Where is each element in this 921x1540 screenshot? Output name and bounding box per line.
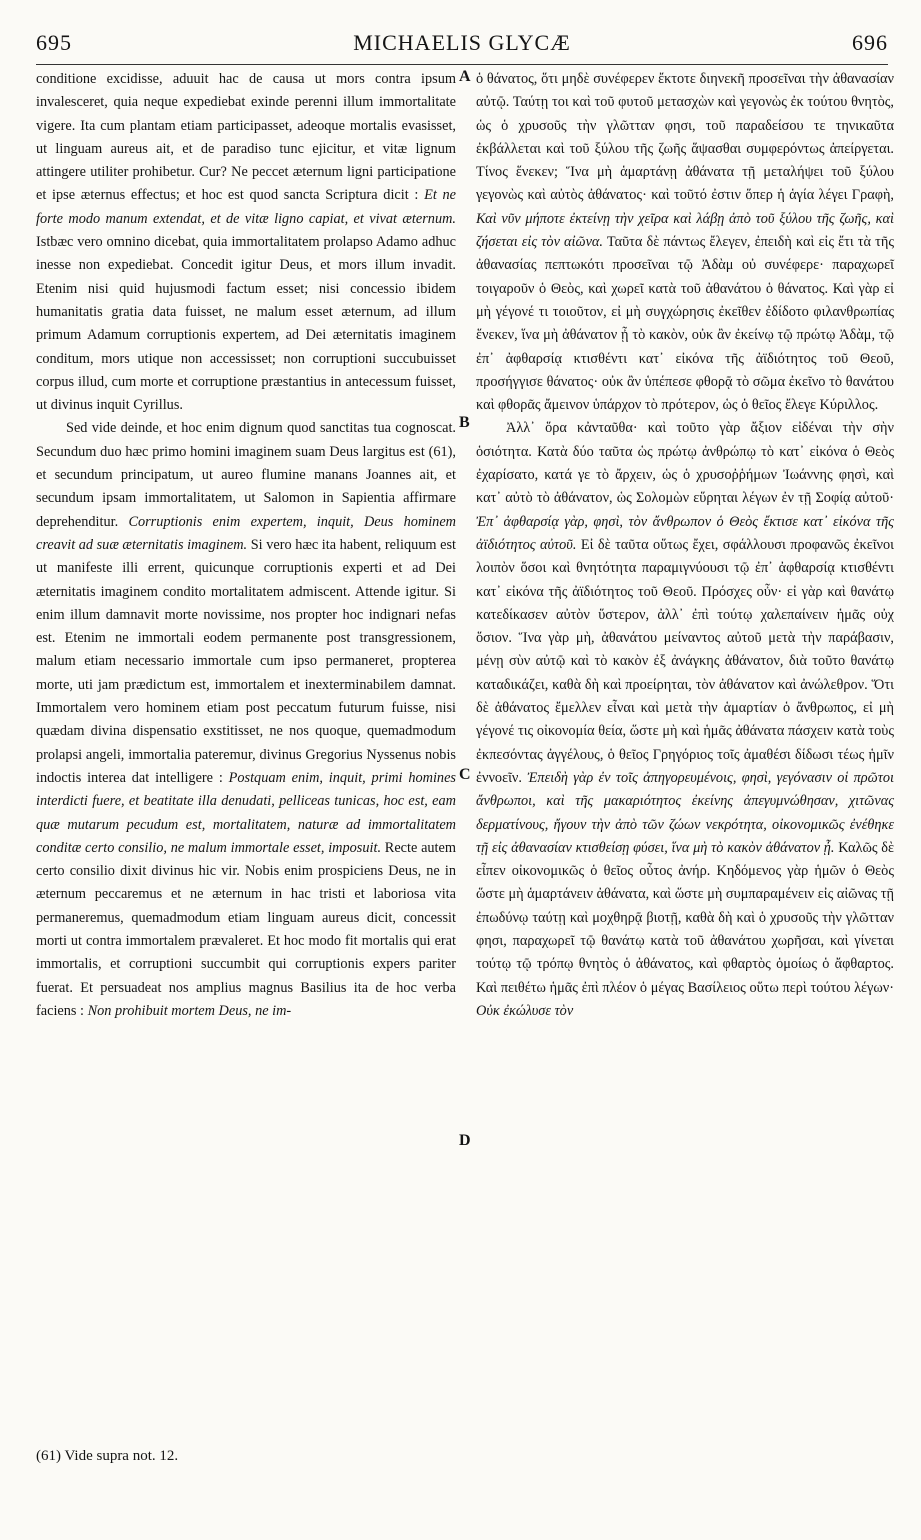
page-number-right: 696	[852, 30, 888, 55]
margin-marker-c: C	[459, 766, 471, 783]
header-rule	[36, 64, 888, 65]
greek-p3-rest: Καλῶς δὲ εἶπεν οἰκονομικῶς ὁ θεῖος οὗτος ἀνήρ. Κηδόμενος γὰρ ἡμῶν ὁ Θεὸς ὥστε μὴ ἁμαρτάνειν ἀθάνατα, καὶ ὥστε μὴ συμπαραμένειν εἰς αἰῶνας τῇ ἐπωδύνῳ ταύτῃ καὶ μοχθηρᾷ βιοτῇ, καθὰ δὴ καὶ ὁ χρυσοῦς τὴν γλῶτταν φησι, παραχωρεῖ τῷ θανάτῳ κατὰ τοῦ ἀθανάτου χωρῆσαι, καὶ γίνεται τούτῳ τῷ τρόπῳ θνητὸς ὁ ἀθάνατος, καὶ φθαρτὸς ὁμοίως ὁ ἄφθαρτος. Καὶ πειθέτω ἡμᾶς ἐπὶ πλέον ὁ μέγας Βασίλειος οὕτω περὶ τούτου λέγων·	[476, 839, 895, 996]
running-title: MICHAELIS GLYCÆ	[353, 30, 571, 55]
latin-p3-tail: Non prohibuit mortem Deus, ne im-	[87, 1002, 292, 1019]
page-header	[36, 30, 888, 66]
latin-p1-quote: Et ne forte modo manum extendat, et de vitæ ligno capiat, et vivat æternum.	[36, 187, 456, 227]
greek-p1-quote: Καὶ νῦν μήποτε ἐκτείνῃ τὴν χεῖρα καὶ λάβῃ ἀπὸ τοῦ ξύλου τῆς ζωῆς, καὶ ζήσεται εἰς τὸν αἰῶνα.	[476, 210, 894, 251]
latin-p3-quote: Postquam enim, inquit, primi homines interdicti fuere, et beatitate illa denudati, pelliceas tunicas, hoc est, eam quæ mutarum pecudum est, mortalitatem, naturæ ad immortalitatem conditæ certo consilio, ne malum immortale esset, imposuit.	[36, 769, 456, 856]
latin-p3-rest: Recte autem certo consilio dixit divinus hic vir. Nobis enim prospiciens Deus, ne in æternum peccaremus et ne æternum in hac tristi et laboriosa vita permaneremus, quemadmodum etiam linguam aureus dicit, concessit morti ut contra immortalem prævaleret. Et hoc modo fit mortalis qui erat immortalis, et corruptioni succumbit qui corruptionis expers pariter fuerat. Et persuadeat nos amplius magnus Basilius ita de hoc verba faciens :	[36, 839, 456, 1019]
greek-p2-text: Ἀλλ᾽ ὅρα κἀνταῦθα· καὶ τοῦτο γὰρ ἄξιον εἰδέναι τὴν σὴν ὁσιότητα. Κατὰ δύο ταῦτα ὡς πρώτῳ ἀνθρώπῳ τὸ κατ᾽ εἰκόνα ὁ Θεὸς ἐχαρίσατο, κατά γε τὸ ἄρχειν, ὡς ὁ χρυσοῤῥήμων Ἰωάννης φησὶ, καὶ κατ᾽ αὐτὸ τὸ ἀθάνατον, ὡς Σολομὼν εὕρηται λέγων ἐν τῇ Σοφίᾳ αὐτοῦ·	[476, 420, 894, 507]
footnote: (61) Vide supra not. 12.	[36, 1448, 179, 1464]
greek-p1-rest: Ταῦτα δὲ πάντως ἔλεγεν, ἐπειδὴ καὶ εἰς ἔτι τὰ τῆς ἀθανασίας πεπτωκότι προσεῖναι τῷ Ἀδὰμ οὐ συνέφερε· παραχωρεῖ τοιγαροῦν ὁ Θεὸς, καὶ χωρεῖ κατὰ τοῦ ἀθανάτου ὁ θάνατος. Καὶ γὰρ εἰ μὴ γέγονέ τι τοιοῦτον, εἰ μὴ συγχώρησις ἐκεῖθεν ἐδίδοτο φιλανθρωπίας ἕνεκεν, ἵνα μὴ ἀθάνατον ᾖ τὸ κακὸν, οὐκ ἂν ἐκείνῳ τῷ πρώτῳ Ἀδὰμ, τῷ ἐπ᾽ ἀφθαρσίᾳ κτισθέντι κατ᾽ εἰκόνα τῆς ἀϊδιότητος τοῦ Θεοῦ, προσήγγισε θάνατος· οὐκ ἂν ὑπέπεσε φθορᾷ τὸ σῶμα ἐκεῖνο τὸ θανάτου καὶ φθορᾶς ἄμεινον ὑπάρχον τὸ πρότερον, ὡς ὁ θεῖος ἔλεγε Κύριλλος.	[476, 234, 894, 414]
margin-marker-a: A	[459, 68, 471, 85]
latin-p1-rest: Istbæc vero omnino dicebat, quia immortalitatem prolapso Adamo adhuc inesse non expediebat. Concedit igitur Deus, et mors illum invadit. Etenim nisi quid hujusmodi factum esset; nisi concessio ibidem humanitatis gratia data fuisset, ne malum esset æternum, ad illum primum Adamum corruptionis expertem, ad Dei æternitatis imaginem conditum, mors utique non accessisset; non corruptioni succubuisset corpus illud, cum morte et corruptione præstantius in antecessum fuisset, ut divinus inquit Cyrillus.	[36, 234, 456, 414]
greek-paragraph-2	[476, 417, 894, 1023]
greek-p3-tail: Οὐκ ἐκώλυσε τὸν	[476, 1002, 574, 1019]
greek-p3-quote: Ἐπειδὴ γὰρ ἐν τοῖς ἀπηγορευμένοις, φησὶ, γεγόνασιν οἱ πρῶτοι ἄνθρωποι, καὶ τῆς μακαριότητος ἐκείνης ἀπεγυμνώθησαν, χιτῶνας δερματίνους, ἤγουν τὴν ἀπὸ τῶν ζώων νεκρότητα, οἰκονομικῶς ἐνέθηκε τῇ εἰς ἀθανασίαν κτισθείσῃ φύσει, ἵνα μὴ τὸ κακὸν ἀθάνατον ᾖ.	[476, 769, 895, 856]
latin-p1-text: conditione excidisse, aduuit hac de causa ut mors contra ipsum invalesceret, quia neque expediebat exinde perenni illum immortalitate vigere. Ita cum plantam etiam participasset, adeoque mortalis evasisset, ut linguam aureus ait, et de paradiso tunc ejicitur, et vitæ lignum attingere utiliter prohibetur. Cur? Ne peccet æternum ligni participatione et ipse æternus effectus; et hoc est quod sancta Scriptura dicit :	[36, 71, 456, 204]
margin-marker-d: D	[459, 1132, 471, 1149]
latin-column	[36, 68, 456, 1023]
latin-p2-text: Sed vide deinde, et hoc enim dignum quod sanctitas tua cognoscat. Secundum duo hæc primo homini imaginem suam Deus largitus est (61), et secundum principatum, ut aureo flumine manans Joannes ait, et secundum ipsam immortalitatem, ut Salomon in Sapientia affirmare deprehenditur.	[36, 420, 456, 530]
latin-paragraph-1	[36, 68, 456, 417]
greek-p2-quote: Ἐπ᾽ ἀφθαρσίᾳ γὰρ, φησὶ, τὸν ἄνθρωπον ὁ Θεὸς ἔκτισε κατ᾽ εἰκόνα τῆς ἀϊδιότητος αὐτοῦ.	[476, 513, 894, 553]
latin-p2-rest: Si vero hæc ita habent, reliquum est ut manifeste illi errent, quicunque corruptionis experti et ad Dei æternitatis imaginem condito mortalitatem admiscent. Attende igitur. Si enim illum damnavit morte novissime, nos propter hoc indignari nefas est. Etenim ne immortali eodem permanente post transgressionem, malum etiam necessario immortale cum ipso permaneret, propterea morte, uti jam prædictum est, immortalem et inexterminabilem damnat. Immortalem vero hominem etiam post peccatum futurum fuisse, nisi quædam divina dispensatio exstitisset, ne nos quoque, quemadmodum prolapsi angeli, immortalia pateremur, divinus Gregorius Nyssenus nobis indoctis interea dat intelligere :	[36, 536, 456, 786]
greek-column	[476, 68, 894, 1023]
page-number-left: 695	[36, 30, 72, 55]
latin-paragraph-2	[36, 417, 456, 1023]
greek-paragraph-1	[476, 68, 894, 417]
greek-p2-rest: Εἰ δὲ ταῦτα οὕτως ἔχει, σφάλλουσι προφανῶς ἐκεῖνοι λοιπὸν ὅσοι καὶ θνητότητα παραμιγνύουσι τῷ ἐπ᾽ ἀφθαρσίᾳ κτισθέντι κατ᾽ εἰκόνα τῆς ἀϊδιότητος τοῦ Θεοῦ. Πρόσχες οὖν· εἰ γὰρ καὶ θανάτῳ κατεδίκασεν αὐτὸν ὕστερον, ἀλλ᾽ ἐπὶ τούτῳ χαλεπαίνειν ἡμᾶς οὐχ ὅσιον. Ἵνα γὰρ μὴ, ἀθανάτου μείναντος αὐτοῦ μετὰ τὴν παράβασιν, μένῃ σὺν αὐτῷ καὶ τὸ κακὸν ἐξ ἀνάγκης ἀθάνατον, διὰ τοῦτο θανάτῳ καταδικάζει, καθὰ δὴ καὶ προείρηται, τὸν ἀθάνατον καὶ ἀνώλεθρον. Ὅτι δὲ ἀθάνατος ἔμελλεν εἶναι καὶ μετὰ τὴν ἁμαρτίαν ὁ ἄνθρωπος, εἰ μὴ γέγονέ τις οἰκονομία θεία, ὥστε μὴ καὶ ἡμᾶς ἀθάνατα πάσχειν κατὰ τοὺς ἐκπεσόντας ἀγγέλους, ὁ θεῖος Γρηγόριος τοῖς ἀμαθέσι δίδωσι τέως ἡμῖν ἐννοεῖν.	[476, 536, 894, 786]
margin-marker-b: B	[459, 414, 470, 431]
latin-p2-quote: Corruptionis enim expertem, inquit, Deus hominem creavit ad suæ æternitatis imaginem.	[36, 513, 457, 553]
greek-p1-text: ὁ θάνατος, ὅτι μηδὲ συνέφερεν ἔκτοτε διηνεκῆ προσεῖναι τὴν ἀθανασίαν αὐτῷ. Ταύτῃ τοι καὶ τοῦ φυτοῦ μετασχὼν καὶ γεγονὼς ἐκ τούτου θνητὸς, ὡς ὁ χρυσοῦς τὴν γλῶτταν φησι, τοῦ παραδείσου τε τηνικαῦτα ἐκβάλλεται καὶ τοῦ ξύλου τῆς ζωῆς ἅψασθαι συμφερόντως ἀπείργεται. Τίνος ἕνεκεν; Ἵνα μὴ ἁμαρτάνῃ ἀθάνατα τῇ μεταλήψει τοῦ ξύλου γεγονὼς καὶ αὐτὸς ἀθάνατος· καὶ τοῦτό ἐστιν ὅπερ ἡ ἁγία λέγει Γραφὴ,	[476, 71, 894, 204]
